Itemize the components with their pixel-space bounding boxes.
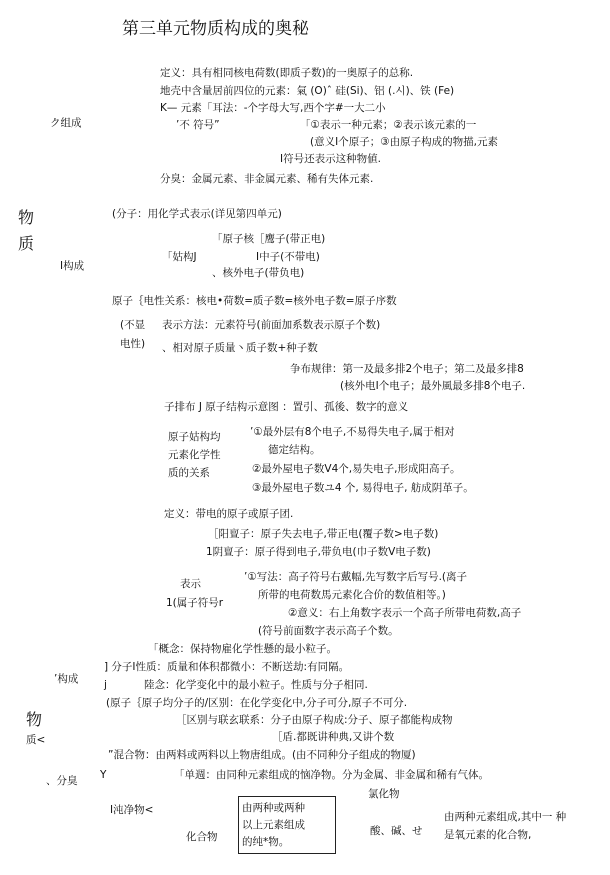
atom-property-2: ②最外屋电子数V4个,易失电子,形成阳高子。	[252, 463, 461, 475]
compound-definition-box	[238, 796, 336, 854]
element-symbol-meaning-2: (意义I个原子；③由原子构成的物描,元素	[310, 136, 498, 148]
atom-arrangement-rule-2: (核外电I个电子；最外風最多排8个电子.	[340, 380, 526, 392]
ion-anion: 1阴亶子：原子得到电子,带负电(巾子数V电子数)	[206, 546, 431, 558]
classification-acid-base-salt: 酸、碱、せ	[370, 825, 423, 837]
molecule-j-mark: j	[104, 679, 107, 691]
element-symbol-writing: K— 元素「耳法：-个字母大写,西个字#一大二小	[160, 102, 386, 114]
atom-not-show-2: 电性)	[120, 338, 146, 350]
atom-electric-relation: 原子｛电性关系：核电•荷数=质子数=核外电子数=原子序数	[112, 295, 397, 307]
atom-property-label-3: 质的关系	[168, 467, 210, 479]
side-label-zhi-2: 质<	[26, 734, 46, 746]
molecule-properties: ] 分子I性质：质量和体积都微小：不断送劫:有同隔。	[104, 661, 350, 673]
element-symbol-meaning-1: 「①表示一种元素；②表示该元素的一	[300, 119, 477, 131]
classification-pure-element: 「单週：由同种元素组成的恼净物。分为金属、非金属和稀有气体。	[174, 769, 489, 781]
side-label-wu-1: 物	[18, 208, 35, 227]
page-title: 第三单元物质构成的奥秘	[122, 19, 309, 39]
atom-representation: 表示方法：元素符号(前面加系数表示原子个数)	[162, 319, 381, 331]
atom-property-3: ③最外屋电子数ユ4 个, 易得电子, 舫成阴革子。	[252, 482, 474, 494]
molecule-formula: (分子：用化学式表示(详见第四单元)	[112, 208, 282, 220]
atom-molecule-difference: (原子｛原子均分子的/区别：在化学变化中,分子可分,原子不可分.	[106, 697, 408, 709]
atom-molecule-relation-2: ［盾.都既讲种典,又讲个数	[272, 731, 395, 743]
atom-molecule-relation: ［区别与联玄联系：分子由原子构成:分子、原子都能构成物	[176, 714, 453, 726]
side-label-structure-2: ’构成	[54, 673, 79, 685]
atom-neutron: I中子(不带电)	[256, 251, 320, 263]
ion-writing-1: ’①写法：高子符号右戴幅,先写数字后写号.(离子	[244, 571, 468, 583]
atom-relative-mass: 、相对原子质量丶质子数+种子数	[162, 342, 318, 354]
element-crust: 地壳中含量居前四位的元素：氣 (O)ˆ 硅(Si)、铝 (.시)、铁 (Fe)	[160, 85, 455, 97]
side-label-structure: I构成	[60, 260, 85, 272]
side-label-zhi-1: 质	[18, 234, 35, 253]
atom-property-label-1: 原子姑构均	[168, 431, 221, 443]
atom-nucleus: 「原子核［鹰子(带正电)	[212, 233, 326, 245]
classification-compound: 化合物	[186, 831, 218, 843]
atom-property-label-2: 元素化学性	[168, 449, 221, 461]
element-symbol-meaning-3: I符号还表示这种物値.	[280, 153, 381, 165]
ion-symbol-label: 1(属子符号r	[166, 597, 224, 609]
ion-representation-label: 表示	[180, 578, 201, 590]
compound-definition-line-1: 由两种或两种	[242, 802, 305, 814]
side-label-composition: ク组成	[50, 117, 82, 129]
atom-not-show-1: (不显	[120, 319, 146, 331]
classification-oxide: 氯化物	[368, 788, 400, 800]
atom-structure-diagram: 子排布 J 原子结构示意图 ：置引、孤後、数字的意义	[164, 401, 409, 413]
classification-y-mark: Y	[100, 769, 107, 781]
oxide-definition-1: 由两种元素组成,其中一 种	[444, 811, 567, 823]
ion-meaning-2: (符号前面数字表示高子个数。	[258, 625, 399, 637]
atom-concept: 陸念：化学变化中的最小粒子。性质与分子相同.	[144, 679, 368, 691]
side-label-classification: 、分臭	[46, 775, 78, 787]
side-label-wu-2: 物	[26, 710, 43, 729]
compound-definition-line-3: 的纯*物。	[242, 836, 290, 848]
classification-mixture: ”混合物：由两料或两料以上物唐组成。(由不同种分子组成的物厦)	[108, 749, 416, 761]
ion-cation: ［阳亶子：原子失去电子,带正电(覆子数>电子数)	[208, 528, 439, 540]
ion-meaning-1: ②意义：右上角数字表示一个高子所带电荷数,高子	[288, 607, 522, 619]
ion-definition: 定义：带电的原子或原子团.	[164, 508, 294, 520]
atom-property-1a: ’①最外层有8个电子,不易得失电子,属于相对	[250, 426, 455, 438]
ion-writing-2: 所带的电荷数馬元素化合价的数值相等。)	[258, 589, 446, 601]
atom-electron: 、核外电子(带负电)	[212, 267, 305, 279]
element-definition: 定义：具有相同核电荷数(即质子数)的一奥原子的总称.	[160, 67, 414, 79]
molecule-concept: 「概念：保持物雇化学性懸的最小粒子。	[148, 643, 337, 655]
atom-arrangement-rule-1: 争布规律：第一及最多排2个电子；第二及最多排8	[290, 363, 524, 375]
classification-pure-substance: I沌净物<	[110, 804, 154, 816]
atom-structure-label: 「姑构J	[162, 251, 197, 263]
element-classes: 分臭：金属元素、非金属元素、稀有失体元素.	[160, 173, 374, 185]
compound-definition-line-2: 以上元素组成	[242, 819, 305, 831]
element-symbol-label: ’不 符号”	[176, 119, 220, 131]
oxide-definition-2: 是氧元素的化合物,	[444, 829, 532, 841]
atom-property-1b: 德定结构。	[268, 444, 321, 456]
